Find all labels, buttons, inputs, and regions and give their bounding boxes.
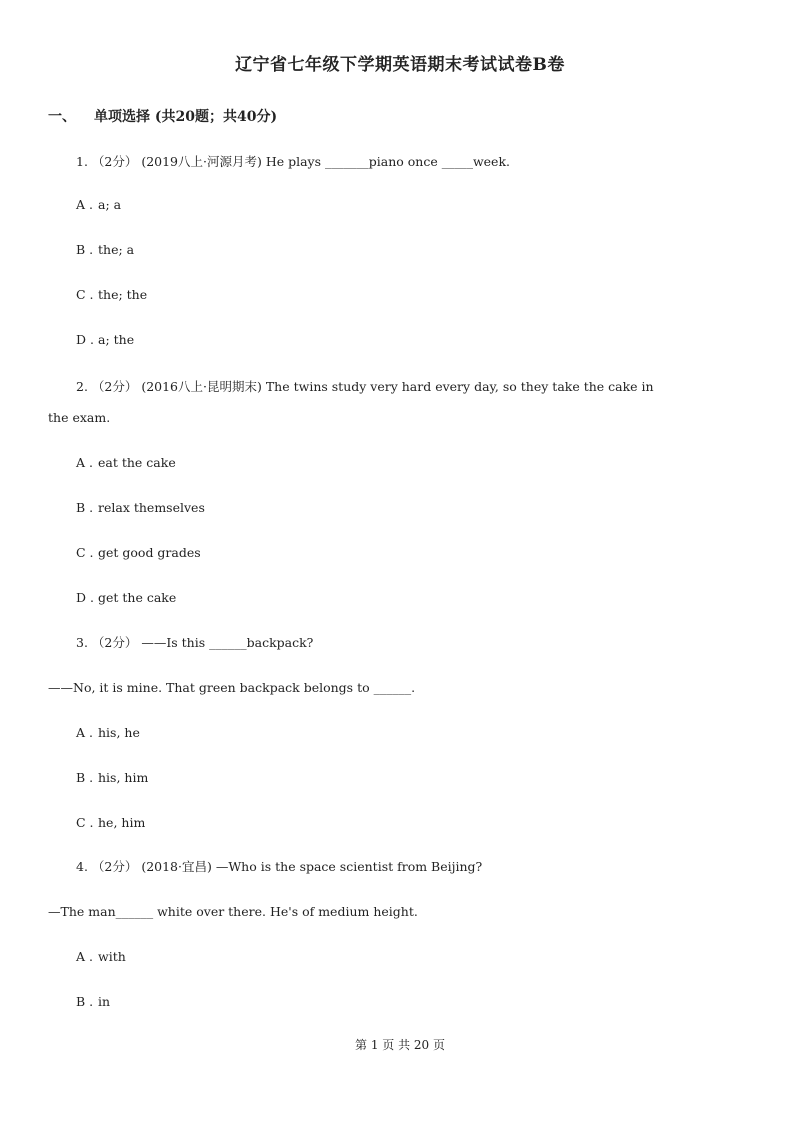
section-heading: [48, 106, 277, 126]
question-1-option-a[interactable]: A . a; a: [76, 197, 122, 212]
question-2-option-c[interactable]: C . get good grades: [76, 545, 201, 560]
exam-title: 辽宁省七年级下学期英语期末考试试卷B卷: [235, 55, 565, 75]
question-1-option-c[interactable]: C . the; the: [76, 287, 148, 302]
section-number: 一、: [48, 109, 76, 125]
question-4-option-b[interactable]: B . in: [76, 994, 111, 1009]
question-4-stem: 4. （2分） (2018·宜昌) —Who is the space scientist from Beijing?: [76, 859, 483, 874]
question-2-stem-continued: the exam.: [48, 410, 111, 425]
question-3-stem: 3. （2分） ——Is this ______backpack?: [76, 635, 314, 650]
question-1-stem: 1. （2分） (2019八上·河源月考) He plays _______piano once _____week.: [76, 154, 511, 169]
page-number-footer: 第 1 页 共 20 页: [355, 1038, 445, 1052]
question-3-option-c[interactable]: C . he, him: [76, 815, 146, 830]
question-2-option-d[interactable]: D . get the cake: [76, 590, 177, 605]
question-2-stem: 2. （2分） (2016八上·昆明期末) The twins study very hard every day, so they take the cake in: [76, 379, 654, 394]
question-1-option-d[interactable]: D . a; the: [76, 332, 135, 347]
question-2-option-b[interactable]: B . relax themselves: [76, 500, 205, 515]
question-3-option-a[interactable]: A . his, he: [76, 725, 140, 740]
question-4-stem-continued: —The man______ white over there. He's of medium height.: [48, 904, 418, 919]
question-2-option-a[interactable]: A . eat the cake: [76, 455, 176, 470]
question-1-option-b[interactable]: B . the; a: [76, 242, 135, 257]
question-3-stem-continued: ——No, it is mine. That green backpack belongs to ______.: [48, 680, 416, 695]
section-title: 单项选择 (共20题；共40分): [94, 109, 278, 125]
question-3-option-b[interactable]: B . his, him: [76, 770, 149, 785]
question-4-option-a[interactable]: A . with: [76, 949, 126, 964]
